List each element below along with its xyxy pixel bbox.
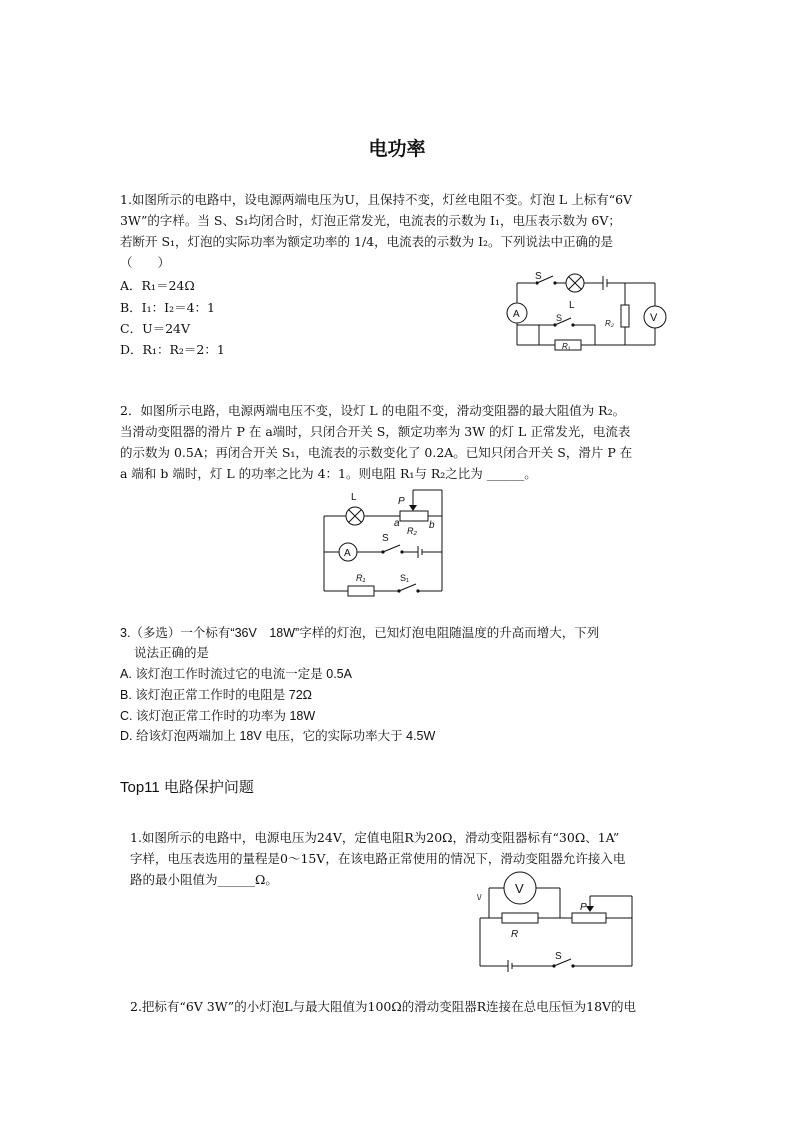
- q2-label-r2: R₂: [407, 526, 417, 536]
- q3-option-b: B. 该灯泡正常工作时的电阻是 72Ω: [120, 688, 313, 702]
- p1-label-v: V: [515, 881, 524, 896]
- q1-line-3: 若断开 S₁，灯泡的实际功率为额定功率的 1/4，电流表的示数为 I₂。下列说法中正确的是: [120, 234, 614, 249]
- q1-label-r2: R₂: [605, 319, 614, 328]
- q3-option-a: A. 该灯泡工作时流过它的电流一定是 0.5A: [120, 667, 352, 681]
- q3-option-c: C. 该灯泡正常工作时的功率为 18W: [120, 709, 316, 723]
- q2-label-p: P: [398, 496, 405, 507]
- p1-circuit-diagram: [475, 870, 637, 972]
- p1-line-2: 字样，电压表选用的量程是0～15V，在该电路正常使用的情况下，滑动变阻器允许接入电: [130, 851, 626, 866]
- p1-label-corner: \/: [477, 893, 482, 902]
- q1-label-v: V: [650, 312, 658, 324]
- q3-line-2: 说法正确的是: [134, 646, 210, 660]
- q1-circuit-diagram: [495, 265, 670, 360]
- lamp-symbol: [566, 274, 584, 292]
- q2-line-2: 当滑动变阻器的滑片 P 在 a端时，只闭合开关 S，额定功率为 3W 的灯 L 正常发光，电流表: [120, 424, 631, 439]
- p1-line-3: 路的最小阻值为______Ω。: [130, 872, 278, 887]
- q1-label-lamp: L: [569, 300, 575, 311]
- q1-label-r1: R₁: [562, 342, 571, 351]
- p1-label-r: R: [511, 929, 519, 940]
- q2-label-r1: R₁: [356, 573, 366, 583]
- q2-label-ammeter: A: [344, 548, 351, 559]
- q2-line-3: 的示数为 0.5A；再闭合开关 S₁，电流表的示数变化了 0.2A。已知只闭合开关 S，滑片 P 在: [120, 445, 633, 460]
- q1-line-2: 3W”的字样。当 S、S₁均闭合时，灯泡正常发光，电流表的示数为 I₁，电压表示数为 6V；: [120, 213, 621, 228]
- q2-label-b-end: b: [429, 520, 435, 531]
- p1-label-s: S: [555, 951, 562, 962]
- p1-line-1: 1.如图所示的电路中，电源电压为24V，定值电阻R为20Ω，滑动变阻器标有“30Ω、1A”: [130, 830, 620, 845]
- q1-line-4: （ ）: [120, 255, 171, 270]
- q2-label-s1: S₁: [400, 573, 410, 583]
- q1-label-a: A: [513, 309, 520, 320]
- q1-option-b: B．I₁：I₂＝4：1: [120, 300, 215, 315]
- q1-option-d: D．R₁：R₂＝2：1: [120, 342, 225, 357]
- lamp-symbol: [346, 507, 364, 525]
- q1-option-c: C．U＝24V: [120, 321, 191, 336]
- q2-line-4: a 端和 b 端时，灯 L 的功率之比为 4：1。则电阻 R₁与 R₂之比为 ______。: [120, 466, 537, 481]
- q2-circuit-diagram: [318, 488, 450, 598]
- q1-label-s1: S: [556, 313, 563, 323]
- q1-option-a: A．R₁＝24Ω: [120, 278, 195, 293]
- section-heading: Top11 电路保护问题: [120, 779, 254, 796]
- q2-label-s: S: [382, 533, 389, 544]
- q2-label-a-end: a: [394, 518, 400, 529]
- q3-line-1: 3.（多选）一个标有“36V 18W”字样的灯泡，已知灯泡电阻随温度的升高而增大，下列: [120, 626, 600, 640]
- q3-option-d: D. 给该灯泡两端加上 18V 电压，它的实际功率大于 4.5W: [120, 729, 436, 743]
- p1-label-p: P: [580, 902, 587, 913]
- q2-line-1: 2．如图所示电路，电源两端电压不变，设灯 L 的电阻不变，滑动变阻器的最大阻值为 R₂。: [120, 403, 626, 418]
- p2-line-1: 2.把标有“6V 3W”的小灯泡L与最大阻值为100Ω的滑动变阻器R连接在总电压恒为18V的电: [130, 999, 637, 1014]
- q1-line-1: 1.如图所示的电路中，设电源两端电压为U，且保持不变，灯丝电阻不变。灯泡 L 上标有“6V: [120, 192, 633, 207]
- q1-label-s: S: [535, 271, 542, 282]
- page-title: 电功率: [368, 138, 426, 160]
- q2-label-lamp: L: [351, 492, 357, 503]
